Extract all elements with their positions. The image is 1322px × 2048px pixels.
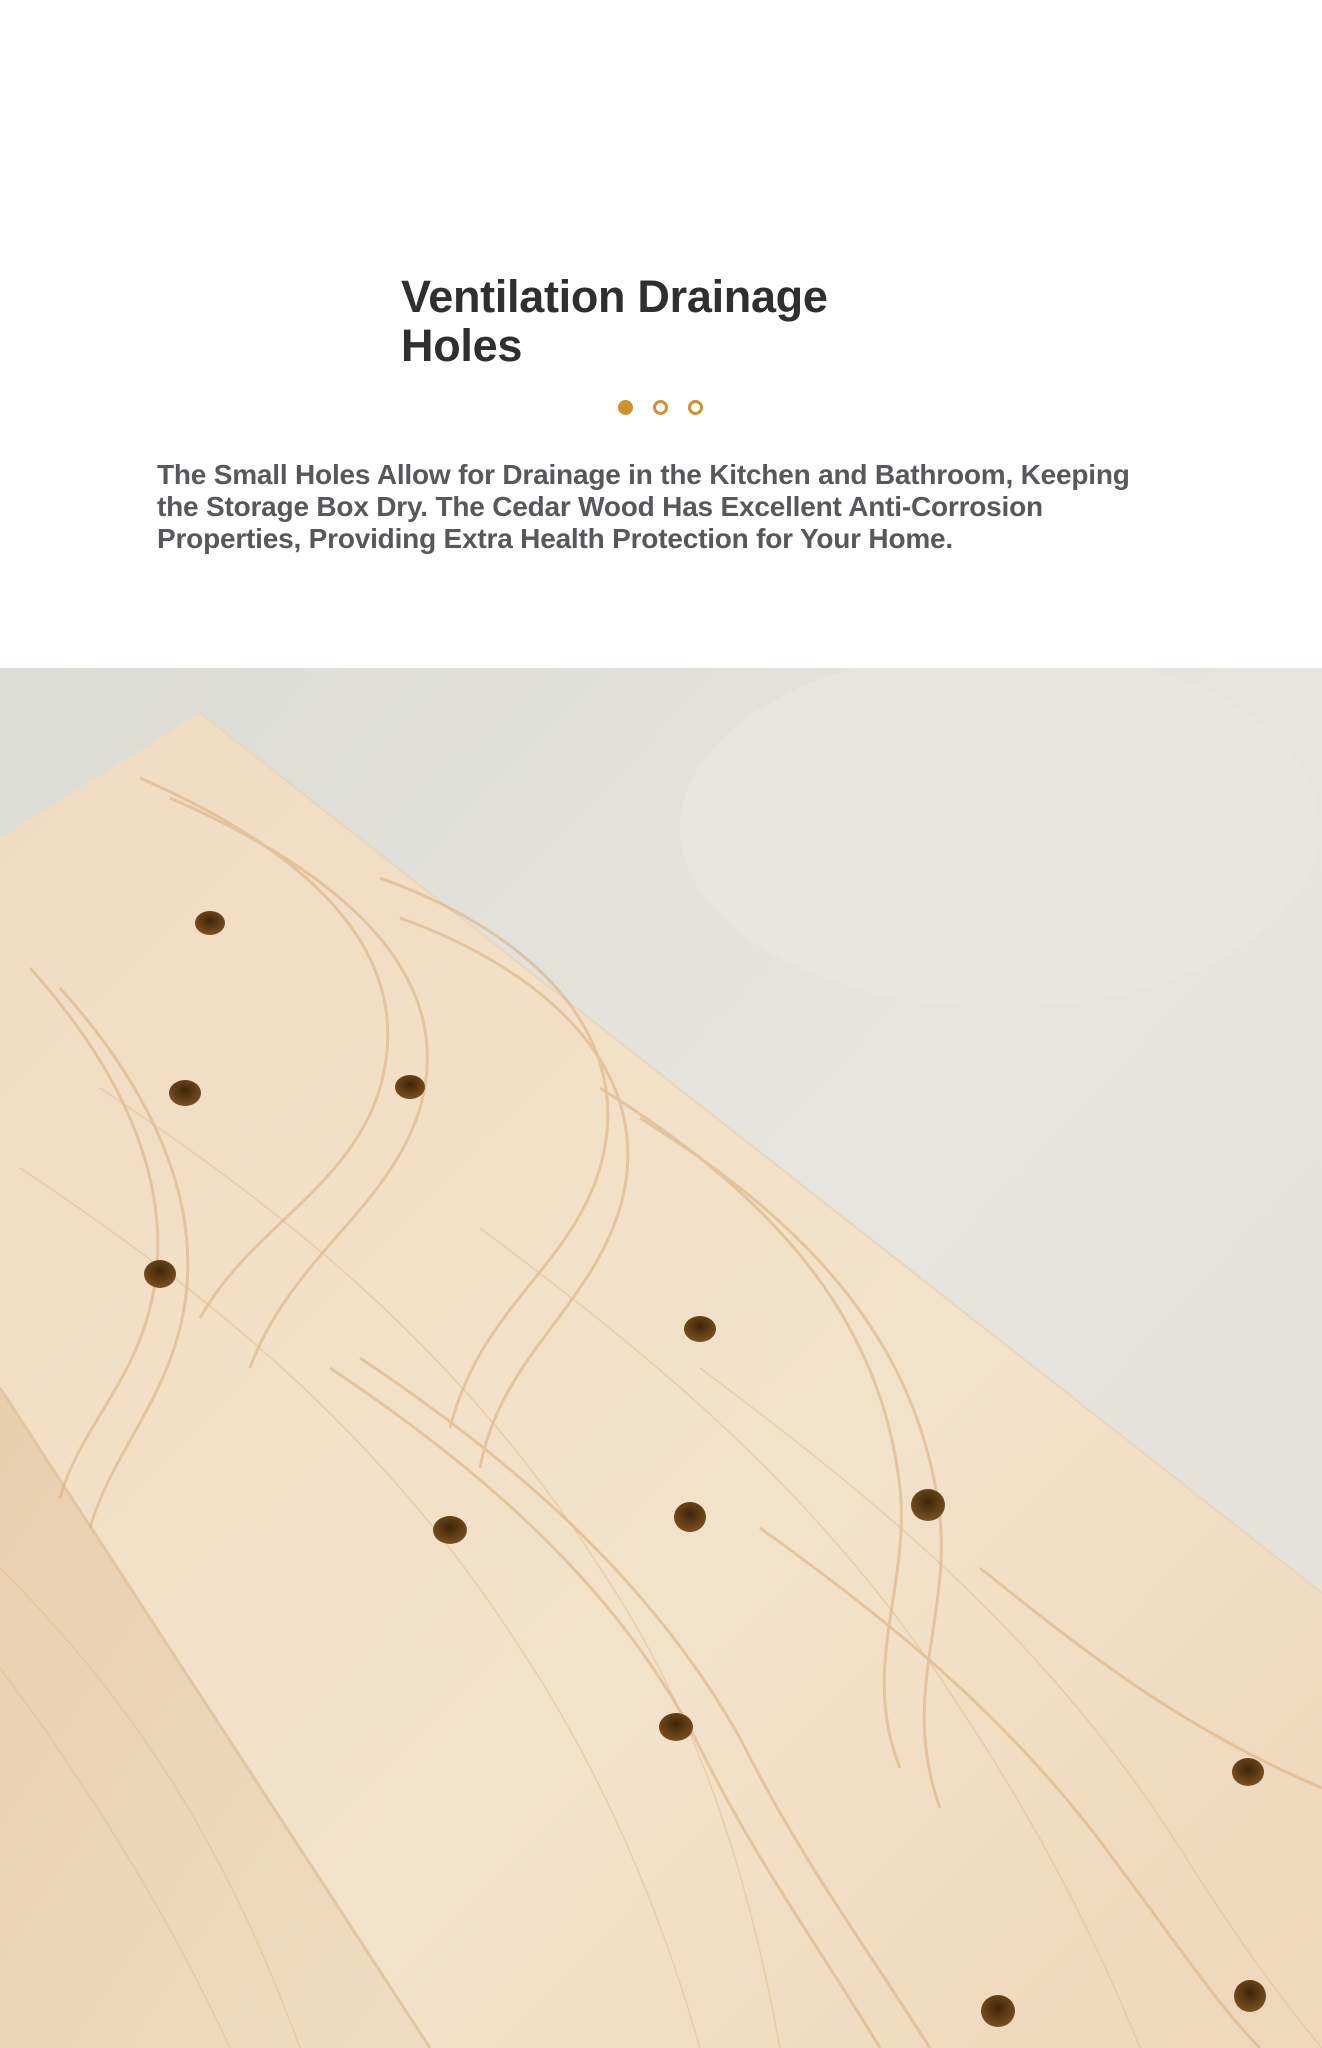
drainage-hole (981, 1995, 1015, 2027)
drainage-hole (911, 1489, 945, 1521)
section-description: The Small Holes Allow for Drainage in the Kitchen and Bathroom, Keeping the Storage Box Dry. The Cedar Wood Has Excellent Anti-Corrosion Properties, Providing Extra Health Protection for Your Home. (157, 459, 1130, 554)
drainage-hole (395, 1075, 425, 1099)
drainage-hole (169, 1080, 201, 1106)
product-photo (0, 668, 1322, 2048)
drainage-hole (684, 1316, 716, 1342)
product-feature-header (0, 0, 1322, 668)
drainage-hole (144, 1260, 176, 1288)
drainage-hole (1234, 1980, 1266, 2012)
drainage-hole (1232, 1758, 1264, 1786)
carousel-dot[interactable] (688, 400, 703, 415)
wood-box-illustration (0, 668, 1322, 2048)
section-title: Ventilation Drainage Holes (401, 271, 828, 371)
drainage-hole (674, 1502, 706, 1532)
drainage-hole (195, 911, 225, 935)
carousel-indicator (618, 399, 703, 415)
carousel-dot-active[interactable] (618, 400, 633, 415)
carousel-dot[interactable] (653, 400, 668, 415)
drainage-hole (659, 1713, 693, 1741)
drainage-hole (433, 1516, 467, 1544)
